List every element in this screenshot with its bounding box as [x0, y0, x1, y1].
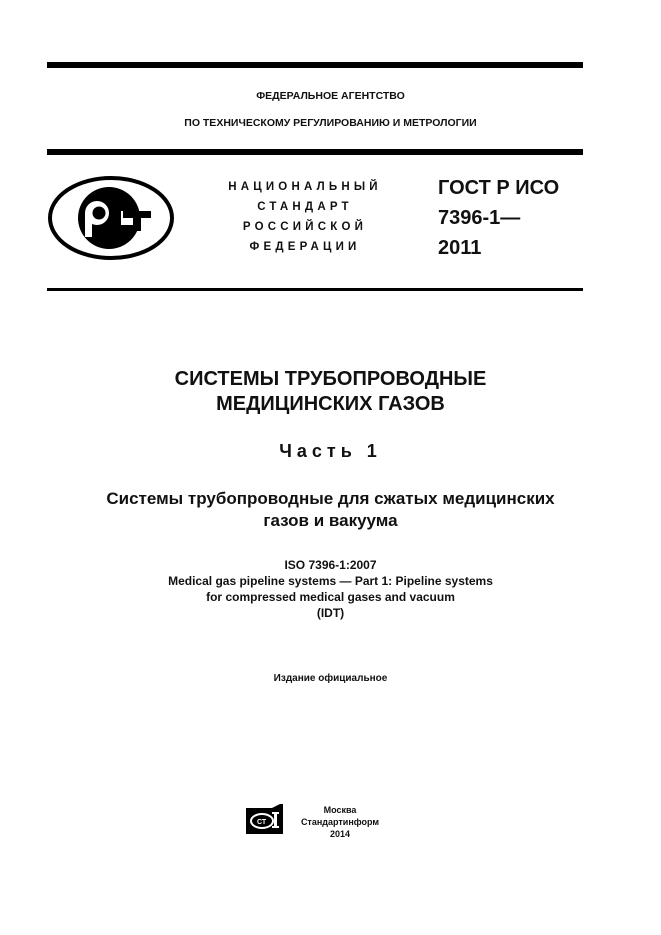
iso-equivalence: (IDT): [316, 606, 345, 620]
header-rule: [47, 149, 583, 155]
publisher-info: [290, 804, 390, 840]
document-title: [0, 367, 661, 417]
national-standard-line: НАЦИОНАЛЬНЫЙ: [228, 181, 382, 193]
title-line-2: МЕДИЦИНСКИХ ГАЗОВ: [216, 393, 445, 415]
national-standard-line: СТАНДАРТ: [257, 201, 353, 213]
rst-gost-emblem-icon: [47, 175, 175, 266]
top-rule: [47, 62, 583, 68]
designation-line: 2011: [438, 237, 482, 259]
designation-line: 7396-1—: [438, 207, 521, 229]
publisher-name: Стандартинформ: [300, 817, 380, 827]
national-standard-label: [205, 177, 405, 257]
edition-label: Издание официальное: [273, 673, 388, 684]
agency-line-1: ФЕДЕРАЛЬНОЕ АГЕНТСТВО: [256, 90, 405, 102]
part-label: Часть 1: [279, 441, 382, 461]
iso-title-line-1: Medical gas pipeline systems — Part 1: Pipeline systems: [168, 574, 493, 588]
subtitle-line-2: газов и вакуума: [263, 511, 398, 530]
agency-line-2: ПО ТЕХНИЧЕСКОМУ РЕГУЛИРОВАНИЮ И МЕТРОЛОГИИ: [184, 117, 477, 129]
section-rule: [47, 288, 583, 291]
iso-reference: [0, 557, 661, 621]
standard-designation: [438, 173, 559, 263]
national-standard-line: ФЕДЕРАЦИИ: [249, 241, 361, 253]
standartinform-logo-icon: [246, 804, 284, 839]
publication-year: 2014: [329, 829, 351, 839]
subtitle-line-1: Системы трубопроводные для сжатых медицинских: [106, 489, 555, 508]
designation-line: ГОСТ Р ИСО: [438, 177, 560, 199]
publisher-city: Москва: [323, 805, 357, 815]
iso-number: ISO 7396-1:2007: [284, 558, 377, 572]
document-subtitle: [0, 488, 661, 532]
title-line-1: СИСТЕМЫ ТРУБОПРОВОДНЫЕ: [174, 368, 487, 390]
svg-text:СТ: СТ: [257, 819, 267, 826]
iso-title-line-2: for compressed medical gases and vacuum: [206, 590, 455, 604]
national-standard-line: РОССИЙСКОЙ: [242, 221, 368, 233]
